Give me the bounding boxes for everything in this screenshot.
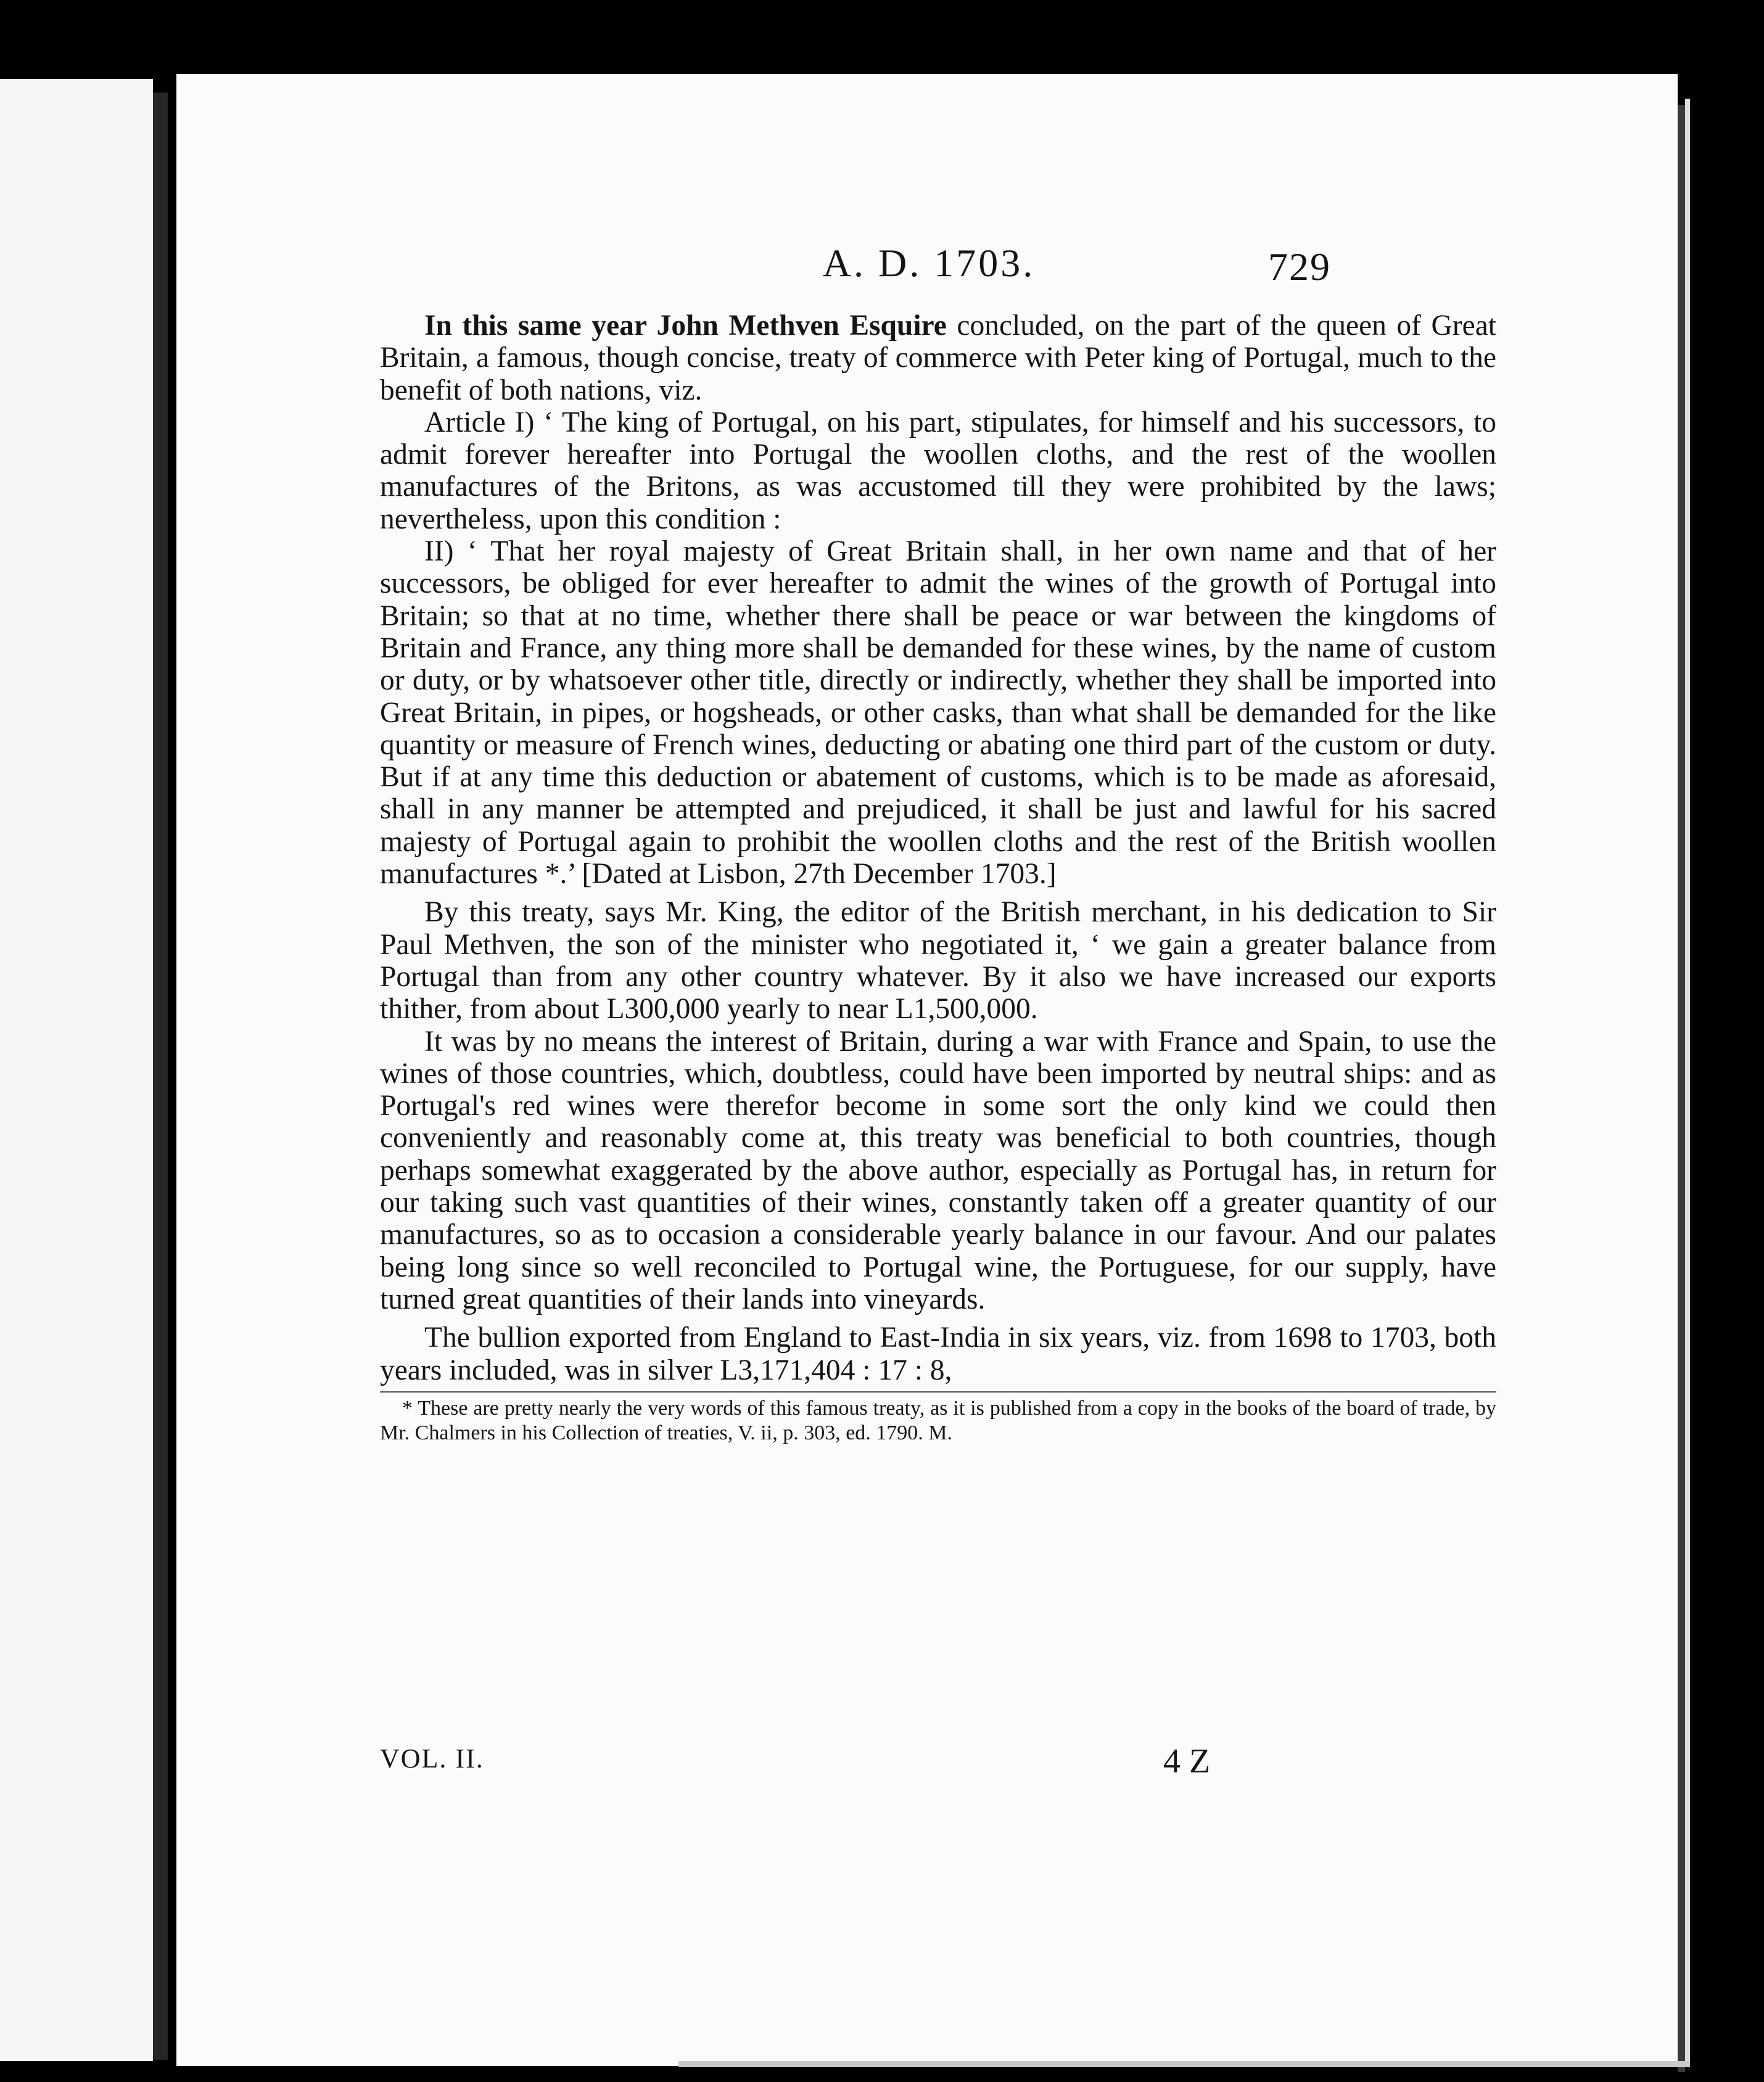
paragraph-article-one: Article I) ‘ The king of Portugal, on his part, stipulates, for himself and his successors, to admit forever hereafter into Portugal the woollen cloths, and the rest of the woollen manufactures of the Britons, as was accustomed till they were prohibited by the laws; nevertheless, upon this condition : [380,406,1496,535]
paragraph-bullion-exported: The bullion exported from England to East-India in six years, viz. from 1698 to 1703, both years included, was in silver L3,171,404 : 17 : 8, [380,1322,1496,1386]
paragraph-interest-of-britain: It was by no means the interest of Britain, during a war with France and Spain, to use the wines of those countries, which, doubtless, could have been imported by neutral ships: and as Portugal's red wines were therefor become in some sort the only kind we could then conveniently and reasonably come at, this treaty was beneficial to both countries, though perhaps somewhat exaggerated by the above author, especially as Portugal has, in return for our taking such vast quantities of their wines, constantly taken off a greater quantity of our manufactures, so as to occasion a considerable yearly balance in our favour. And our palates being long since so well reconciled to Portugal wine, the Portuguese, for our supply, have turned great quantities of their lands into vineyards. [380,1025,1496,1315]
page-edge-shadow [1678,105,1685,2072]
facing-page-edge [0,79,153,2061]
page-header [176,241,1678,315]
page-footer [380,1743,1496,1786]
footnote: * These are pretty nearly the very words of this famous treaty, as it is published from a copy in the books of the board of trade, by Mr. Chalmers in his Collection of treaties, V. ii, p. 303, ed. 1790. M. [380,1396,1496,1444]
page-edge [1685,99,1690,2066]
page-number: 729 [1268,245,1331,289]
paragraph-mr-king: By this treaty, says Mr. King, the editor of the British merchant, in his dedication to Sir Paul Methven, the son of the minister who negotiated it, ‘ we gain a greater balance from Portugal than from any other country whatever. By it also we have increased our exports thither, from about L300,000 yearly to near L1,500,000. [380,896,1496,1026]
page-bottom-edge [678,2061,1690,2067]
signature-mark: 4 Z [1163,1742,1211,1780]
body-text [380,310,1496,1446]
paragraph-article-two: II) ‘ That her royal majesty of Great Britain shall, in her own name and that of her successors, be obliged for ever hereafter to admit the wines of the growth of Portugal into Britain; so that at no time, whether there shall be peace or war between the kingdoms of Britain and France, any thing more shall be demanded for these wines, by the name of custom or duty, or by whatsoever other title, directly or indirectly, whether they shall be imported into Great Britain, in pipes, or hogsheads, or other casks, than what shall be demanded for the like quantity or measure of French wines, deducting or abating one third part of the custom or duty. But if at any time this deduction or abatement of customs, which is to be made as aforesaid, shall in any manner be attempted and prejudiced, it shall be just and lawful for his sacred majesty of Portugal again to prohibit the woollen cloths and the rest of the British woollen manufactures *.’ [Dated at Lisbon, 27th December 1703.] [380,535,1496,891]
footnote-rule [380,1391,1496,1393]
book-page [176,74,1678,2066]
paragraph-methven-treaty [380,310,1496,406]
paragraph-text: concluded, on the part of the queen of Great Britain, a famous, though concise, treaty of commerce with Peter king of Portugal, much to the benefit of both nations, viz. [380,310,1496,406]
paragraph-lead: In this same year John Methven Esquire [424,310,947,342]
running-head: A. D. 1703. [822,241,1036,285]
volume-label: VOL. II. [380,1743,484,1774]
gutter-shadow [153,93,168,2060]
